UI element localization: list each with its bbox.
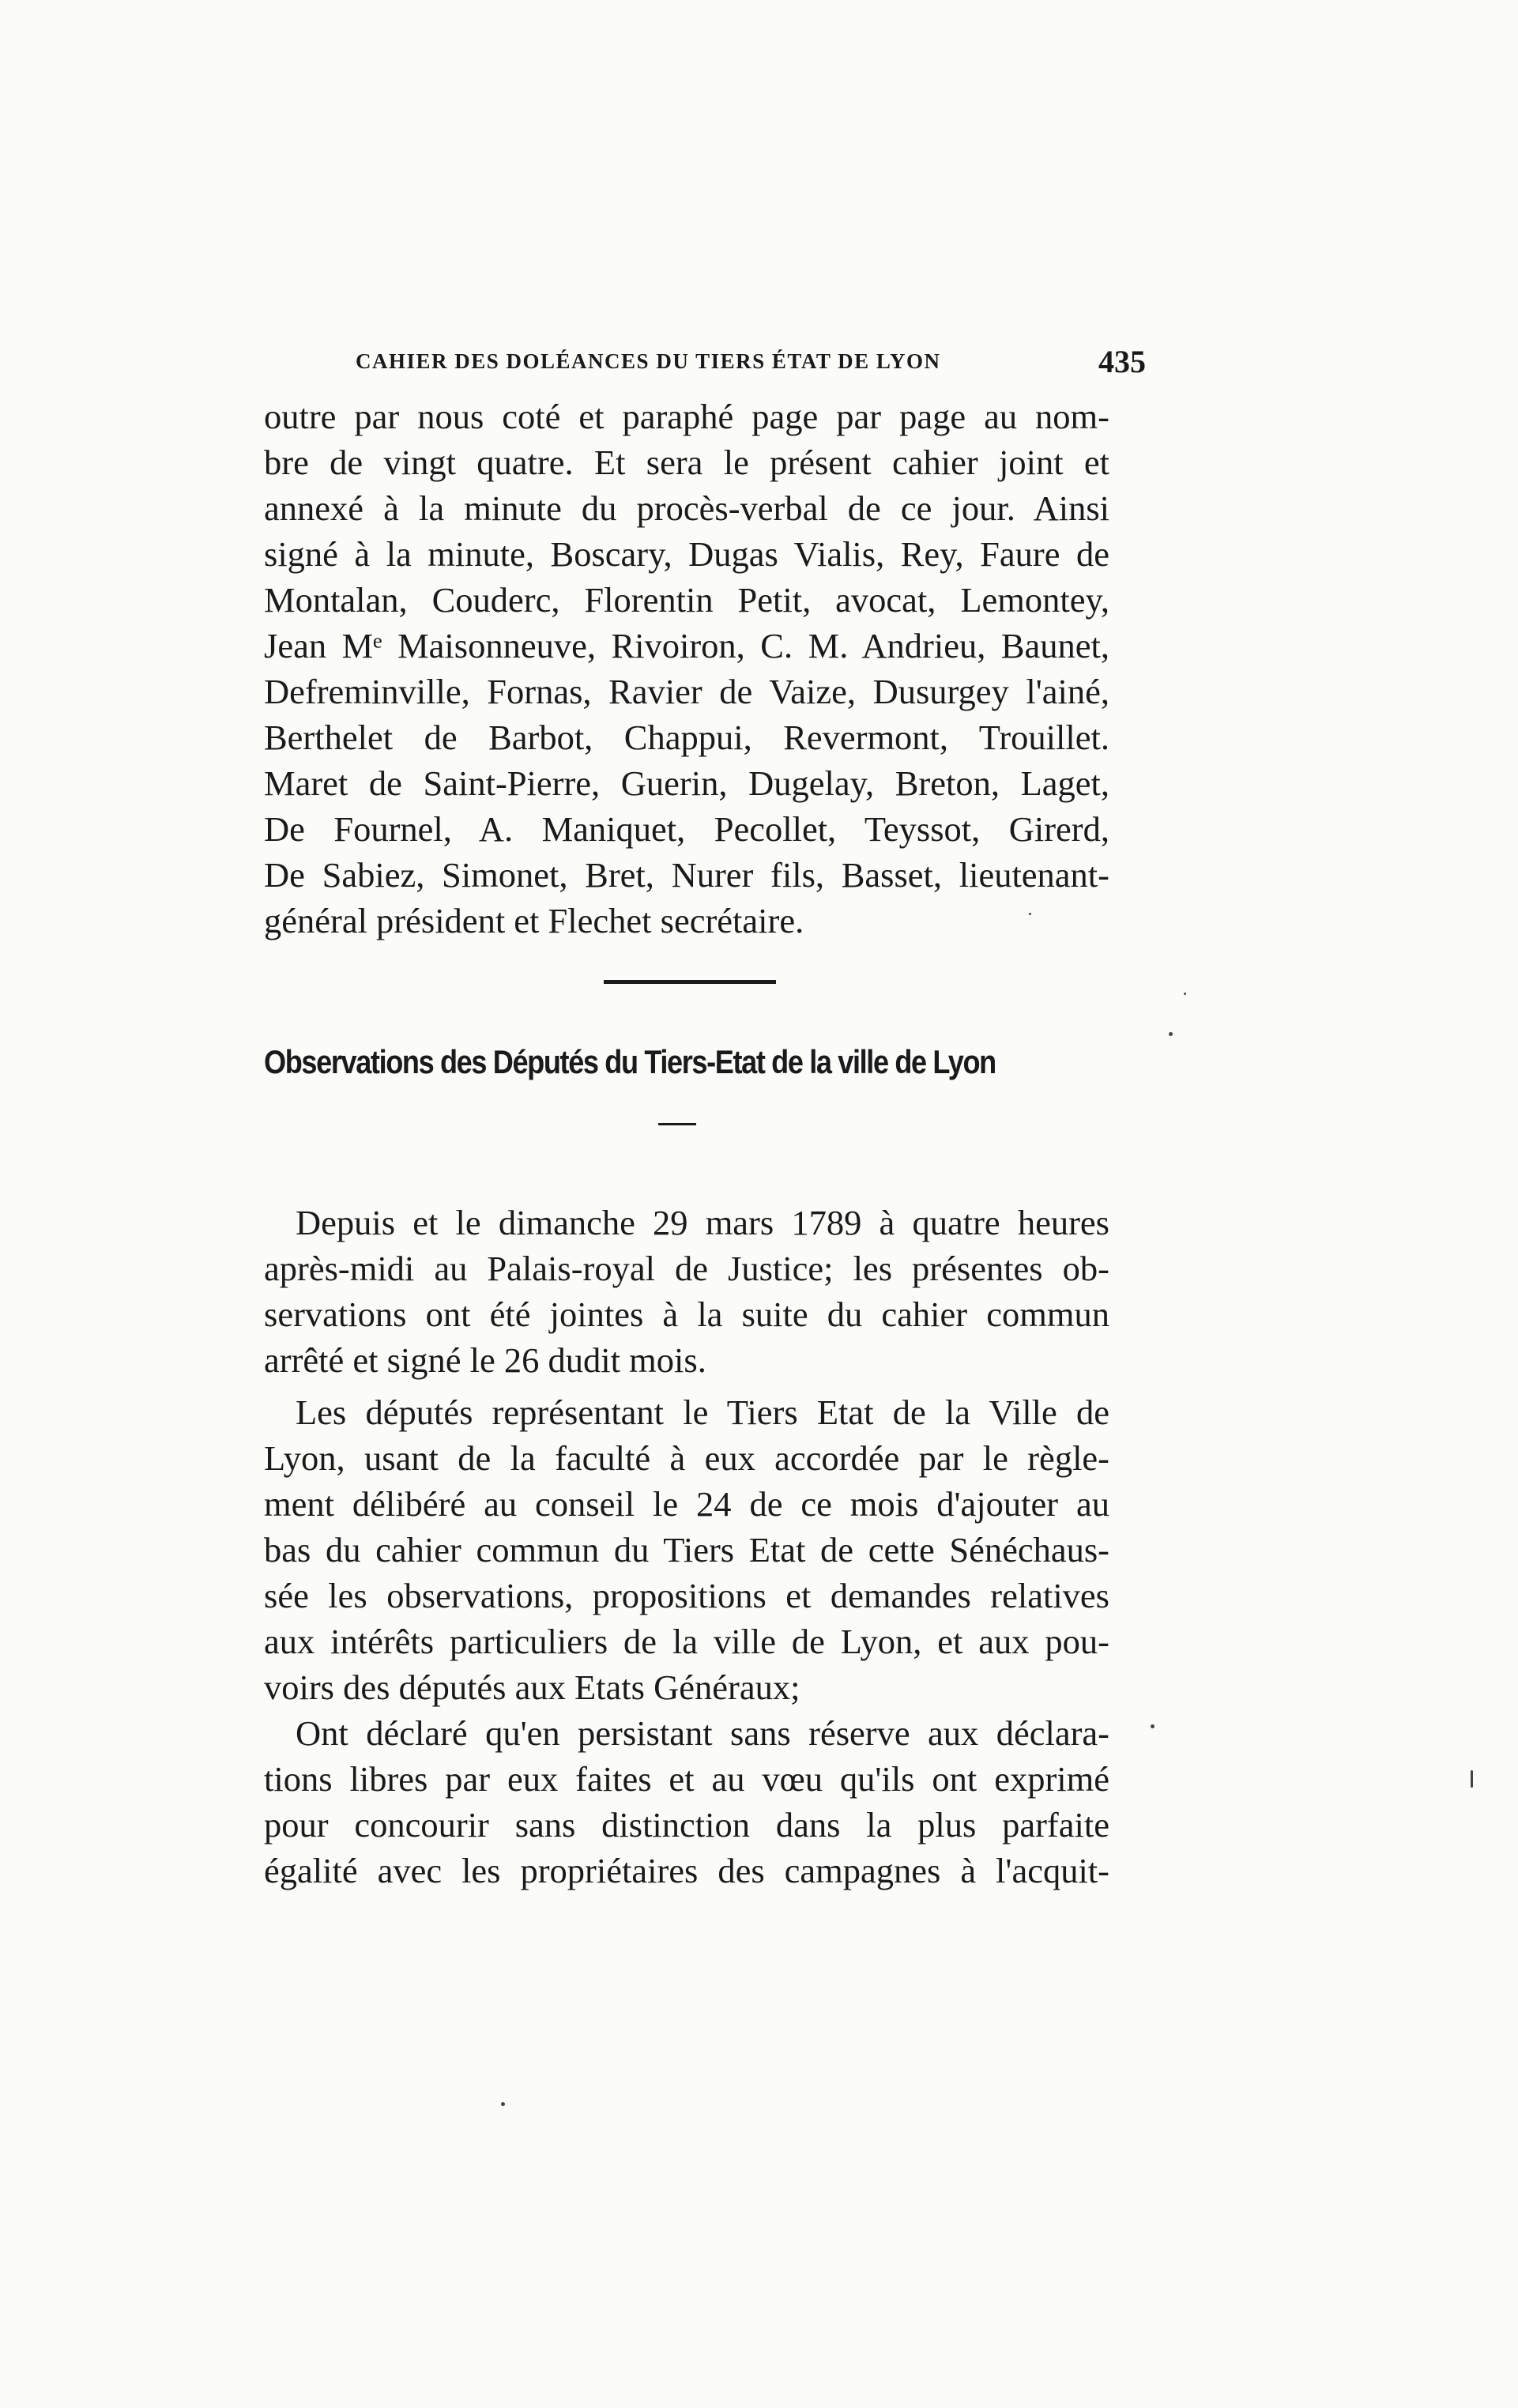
text-line: tions libres par eux faites et au vœu qu'ils ont exprimé [264,1759,1109,1799]
text-line: pour concourir sans distinction dans la plus parfaite [264,1805,1109,1845]
text-line: aux intérêts particuliers de la ville de Lyon, et aux pou- [264,1622,1109,1661]
paper-speck [1471,1770,1473,1788]
text-line: Montalan, Couderc, Florentin Petit, avocat, Lemontey, [264,580,1109,620]
text-line: Defreminville, Fornas, Ravier de Vaize, Dusurgey l'ainé, [264,672,1109,711]
text-line: bas du cahier commun du Tiers Etat de cette Sénéchaus- [264,1530,1109,1570]
text-line: après-midi au Palais-royal de Justice; les présentes ob- [264,1249,1109,1288]
text-line: Ont déclaré qu'en persistant sans réserve aux déclara- [296,1713,1109,1753]
paragraph-signatures [264,394,1109,944]
text-line: ment délibéré au conseil le 24 de ce mois d'ajouter au [264,1484,1109,1524]
text-line: Lyon, usant de la faculté à eux accordée par le règle- [264,1438,1109,1478]
text-line: Depuis et le dimanche 29 mars 1789 à quatre heures [296,1203,1109,1242]
text-line: signé à la minute, Boscary, Dugas Vialis, Rey, Faure de [264,534,1109,574]
paragraph-deputies [264,1389,1109,1894]
text-line: Jean Mᵉ Maisonneuve, Rivoiron, C. M. Andrieu, Baunet, [264,626,1109,665]
paper-speck [1029,913,1031,915]
text-line: égalité avec les propriétaires des campagnes à l'acquit- [264,1851,1109,1890]
paper-speck [501,2102,505,2106]
text-line: général président et Flechet secrétaire. [264,901,804,940]
text-line: voirs des députés aux Etats Généraux; [264,1668,800,1707]
page-number: 435 [1098,344,1146,379]
text-line: sée les observations, propositions et demandes relatives [264,1576,1109,1615]
text-line: De Fournel, A. Maniquet, Pecollet, Teyssot, Girerd, [264,809,1109,849]
paper-speck [1184,993,1186,995]
paragraph-date [264,1200,1109,1383]
text-line: Les députés représentant le Tiers Etat de la Ville de [296,1392,1109,1432]
running-head [356,343,1146,382]
text-line: Maret de Saint-Pierre, Guerin, Dugelay, Breton, Laget, [264,763,1109,803]
section-heading: Observations des Députés du Tiers-Etat de la ville de Lyon [264,1043,996,1080]
text-line: De Sabiez, Simonet, Bret, Nurer fils, Basset, lieutenant- [264,855,1109,895]
paper-speck [1169,1032,1173,1036]
text-line: annexé à la minute du procès-verbal de ce jour. Ainsi [264,488,1109,528]
heading-underline [658,1123,696,1125]
text-line: servations ont été jointes à la suite du cahier commun [264,1294,1109,1334]
paper-speck [1151,1724,1155,1728]
running-title: CAHIER DES DOLÉANCES DU TIERS ÉTAT DE LYON [356,349,941,373]
section-divider [604,980,776,984]
text-line: bre de vingt quatre. Et sera le présent cahier joint et [264,443,1109,482]
text-line: Berthelet de Barbot, Chappui, Revermont, Trouillet. [264,718,1109,757]
text-line: outre par nous coté et paraphé page par page au nom- [264,397,1109,436]
text-line: arrêté et signé le 26 dudit mois. [264,1340,706,1380]
